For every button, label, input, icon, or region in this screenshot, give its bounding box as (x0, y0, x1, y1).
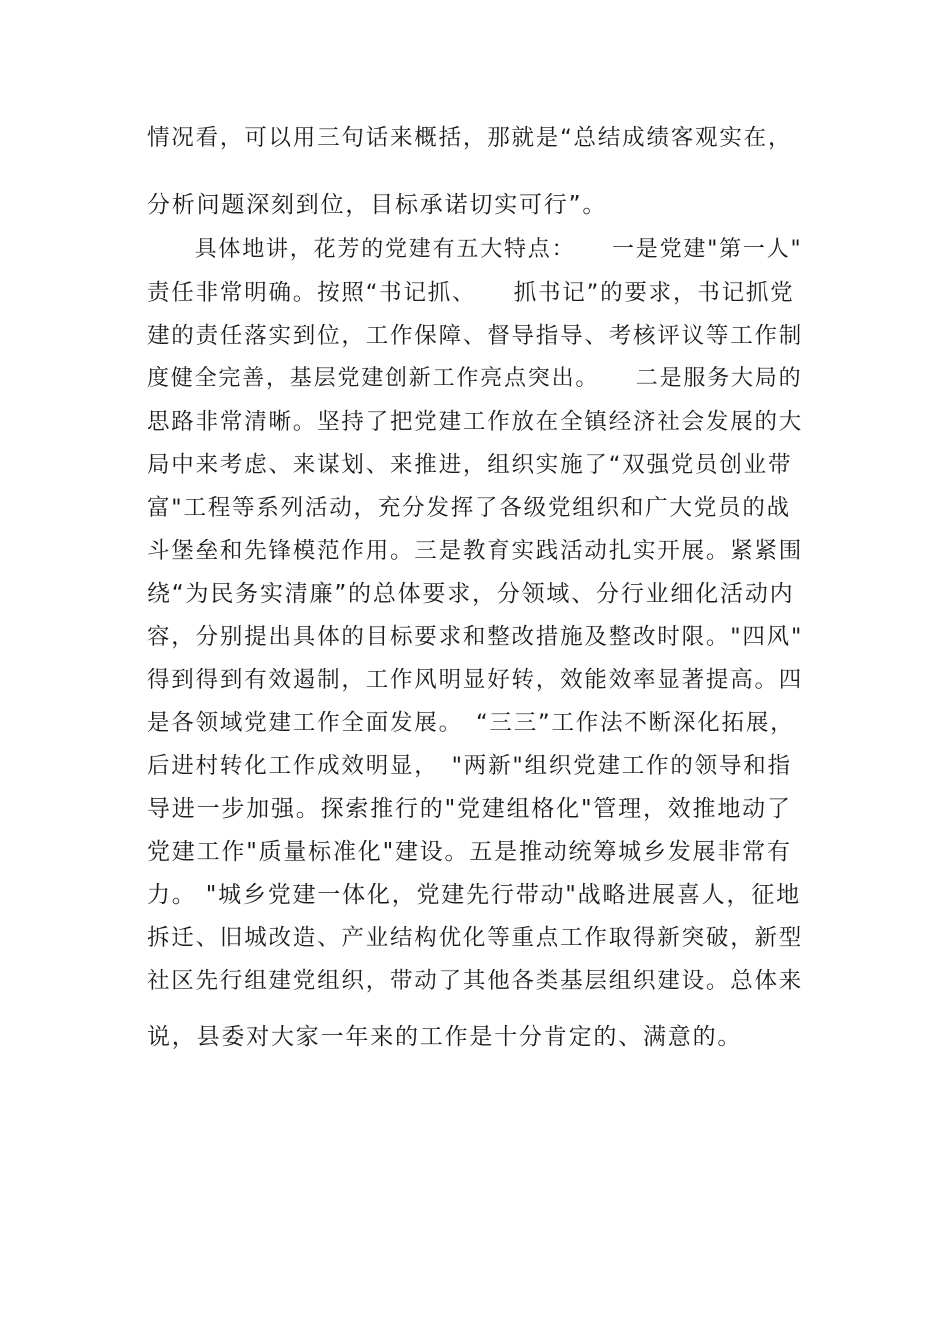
text-line: 局中来考虑、来谋划、来推进，组织实施了“双强党员创业带 (147, 452, 793, 478)
text-line: 建的责任落实到位，工作保障、督导指导、考核评议等工作制 (147, 323, 804, 349)
text-line: 导进一步加强。探索推行的"党建组格化"管理，效推地动了 (147, 796, 792, 822)
text-line: 具体地讲，花芳的党建有五大特点： 一是党建"第一人" (147, 237, 803, 262)
text-line: 是各领域党建工作全面发展。 “三三”工作法不断深化拓展， (147, 710, 795, 736)
text-line: 力。 "城乡党建一体化，党建先行带动"战略进展喜人，征地 (147, 882, 801, 908)
text-line: 分析问题深刻到位，目标承诺切实可行”。 (147, 192, 608, 218)
text-line: 情况看，可以用三句话来概括，那就是“总结成绩客观实在， (147, 125, 793, 151)
text-line: 责任非常明确。按照“书记抓、 抓书记”的要求，书记抓党 (147, 280, 795, 306)
text-line: 容，分别提出具体的目标要求和整改措施及整改时限。"四风" (147, 624, 804, 650)
text-line: 绕“为民务实清廉”的总体要求，分领域、分行业细化活动内 (147, 581, 795, 607)
text-line: 度健全完善，基层党建创新工作亮点突出。 二是服务大局的 (147, 366, 803, 391)
text-line: 思路非常清晰。坚持了把党建工作放在全镇经济社会发展的大 (147, 409, 804, 435)
text-line: 说，县委对大家一年来的工作是十分肯定的、满意的。 (147, 1024, 743, 1050)
text-line: 社区先行组建党组织，带动了其他各类基层组织建设。总体来 (147, 968, 804, 994)
text-line: 党建工作"质量标准化"建设。五是推动统筹城乡发展非常有 (147, 839, 792, 865)
text-line: 拆迁、旧城改造、产业结构优化等重点工作取得新突破，新型 (147, 925, 804, 951)
text-line: 斗堡垒和先锋模范作用。三是教育实践活动扎实开展。紧紧围 (147, 538, 804, 564)
text-line: 得到得到有效遏制，工作风明显好转，效能效率显著提高。四 (147, 667, 804, 693)
text-line: 富"工程等系列活动，充分发挥了各级党组织和广大党员的战 (147, 495, 791, 521)
text-line: 后进村转化工作成效明显， "两新"组织党建工作的领导和指 (147, 753, 792, 779)
